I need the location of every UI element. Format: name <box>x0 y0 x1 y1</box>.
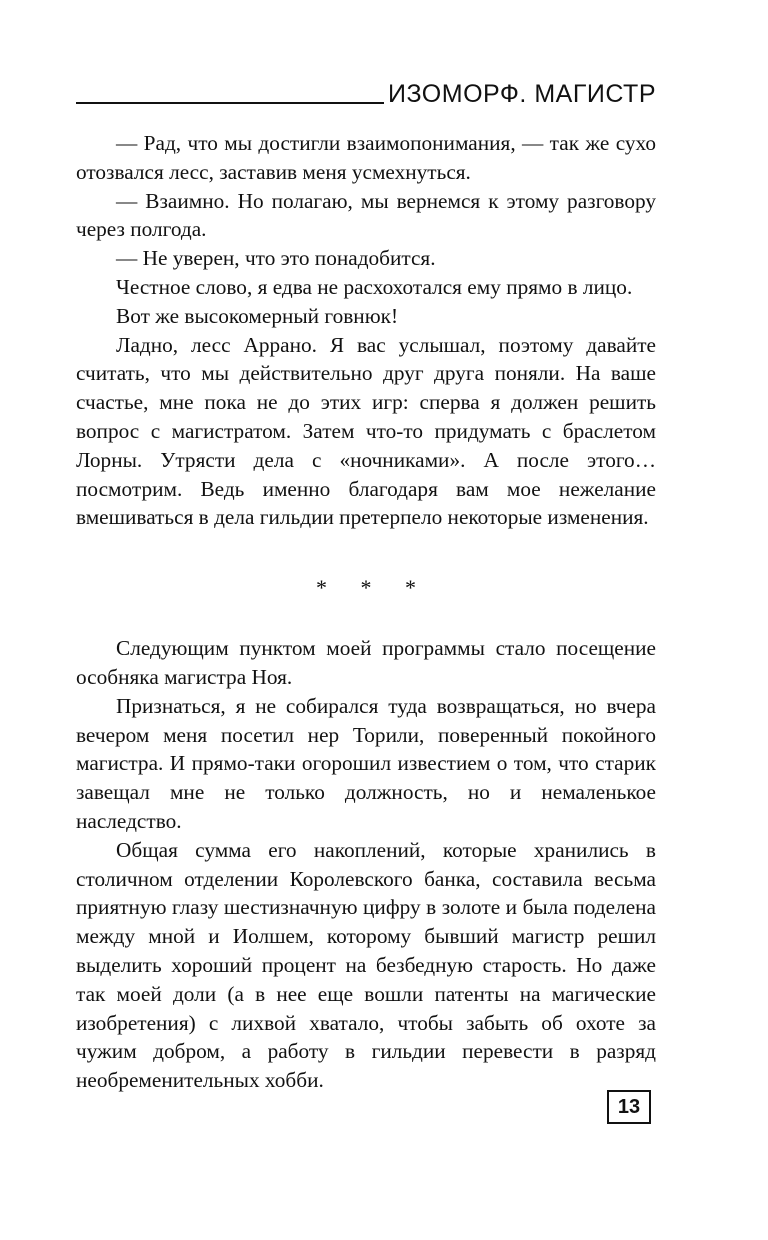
header-rule <box>76 102 384 104</box>
page-body <box>76 129 656 1095</box>
paragraph: Признаться, я не собирался туда возвращаться, но вчера вечером меня посетил нер Торили, поверенный покойного магистра. И прямо-таки огорошил известием о том, что старик завещал мне не только должность, но и немаленькое наследство. <box>76 693 656 833</box>
paragraph: — Взаимно. Но полагаю, мы вернемся к этому разговору через полгода. <box>76 188 656 242</box>
paragraph: Вот же высокомерный говнюк! <box>116 303 399 328</box>
paragraph: Общая сумма его накоплений, которые хранились в столичном отделении Королевского банка, составила весьма приятную глазу шестизначную цифру в золоте и была поделена между мной и Иолшем, которому бывший магистр решил выделить хороший процент на безбедную старость. Но даже так моей доли (а в нее еще вошли патенты на магические изобретения) с лихвой хватало, чтобы забыть об охоте за чужим добром, а работу в гильдии перевести в разряд необременительных хобби. <box>76 837 656 1093</box>
paragraph: Следующим пунктом моей программы стало посещение особняка магистра Ноя. <box>76 636 656 689</box>
paragraph: — Не уверен, что это понадобится. <box>116 246 436 271</box>
running-header <box>76 78 656 108</box>
section-separator: * * * <box>316 575 430 601</box>
paragraph: — Рад, что мы достигли взаимопонимания, — так же сухо отозвался лесс, заставив меня усмехнуться. <box>76 131 656 184</box>
header-title: ИЗОМОРФ. МАГИСТР <box>388 80 656 108</box>
page-number: 13 <box>607 1090 651 1124</box>
paragraph: Честное слово, я едва не расхохотался ему прямо в лицо. <box>116 274 633 299</box>
paragraph: Ладно, лесс Аррано. Я вас услышал, поэтому давайте считать, что мы действительно друг друга поняли. На ваше счастье, мне пока не до этих игр: сперва я должен решить вопрос с магистратом. Затем что-то придумать с браслетом Лорны. Утрясти дела с «ночниками». А после этого… посмотрим. Ведь именно благодаря вам мое нежелание вмешиваться в дела гильдии претерпело некоторые изменения. <box>76 332 656 530</box>
